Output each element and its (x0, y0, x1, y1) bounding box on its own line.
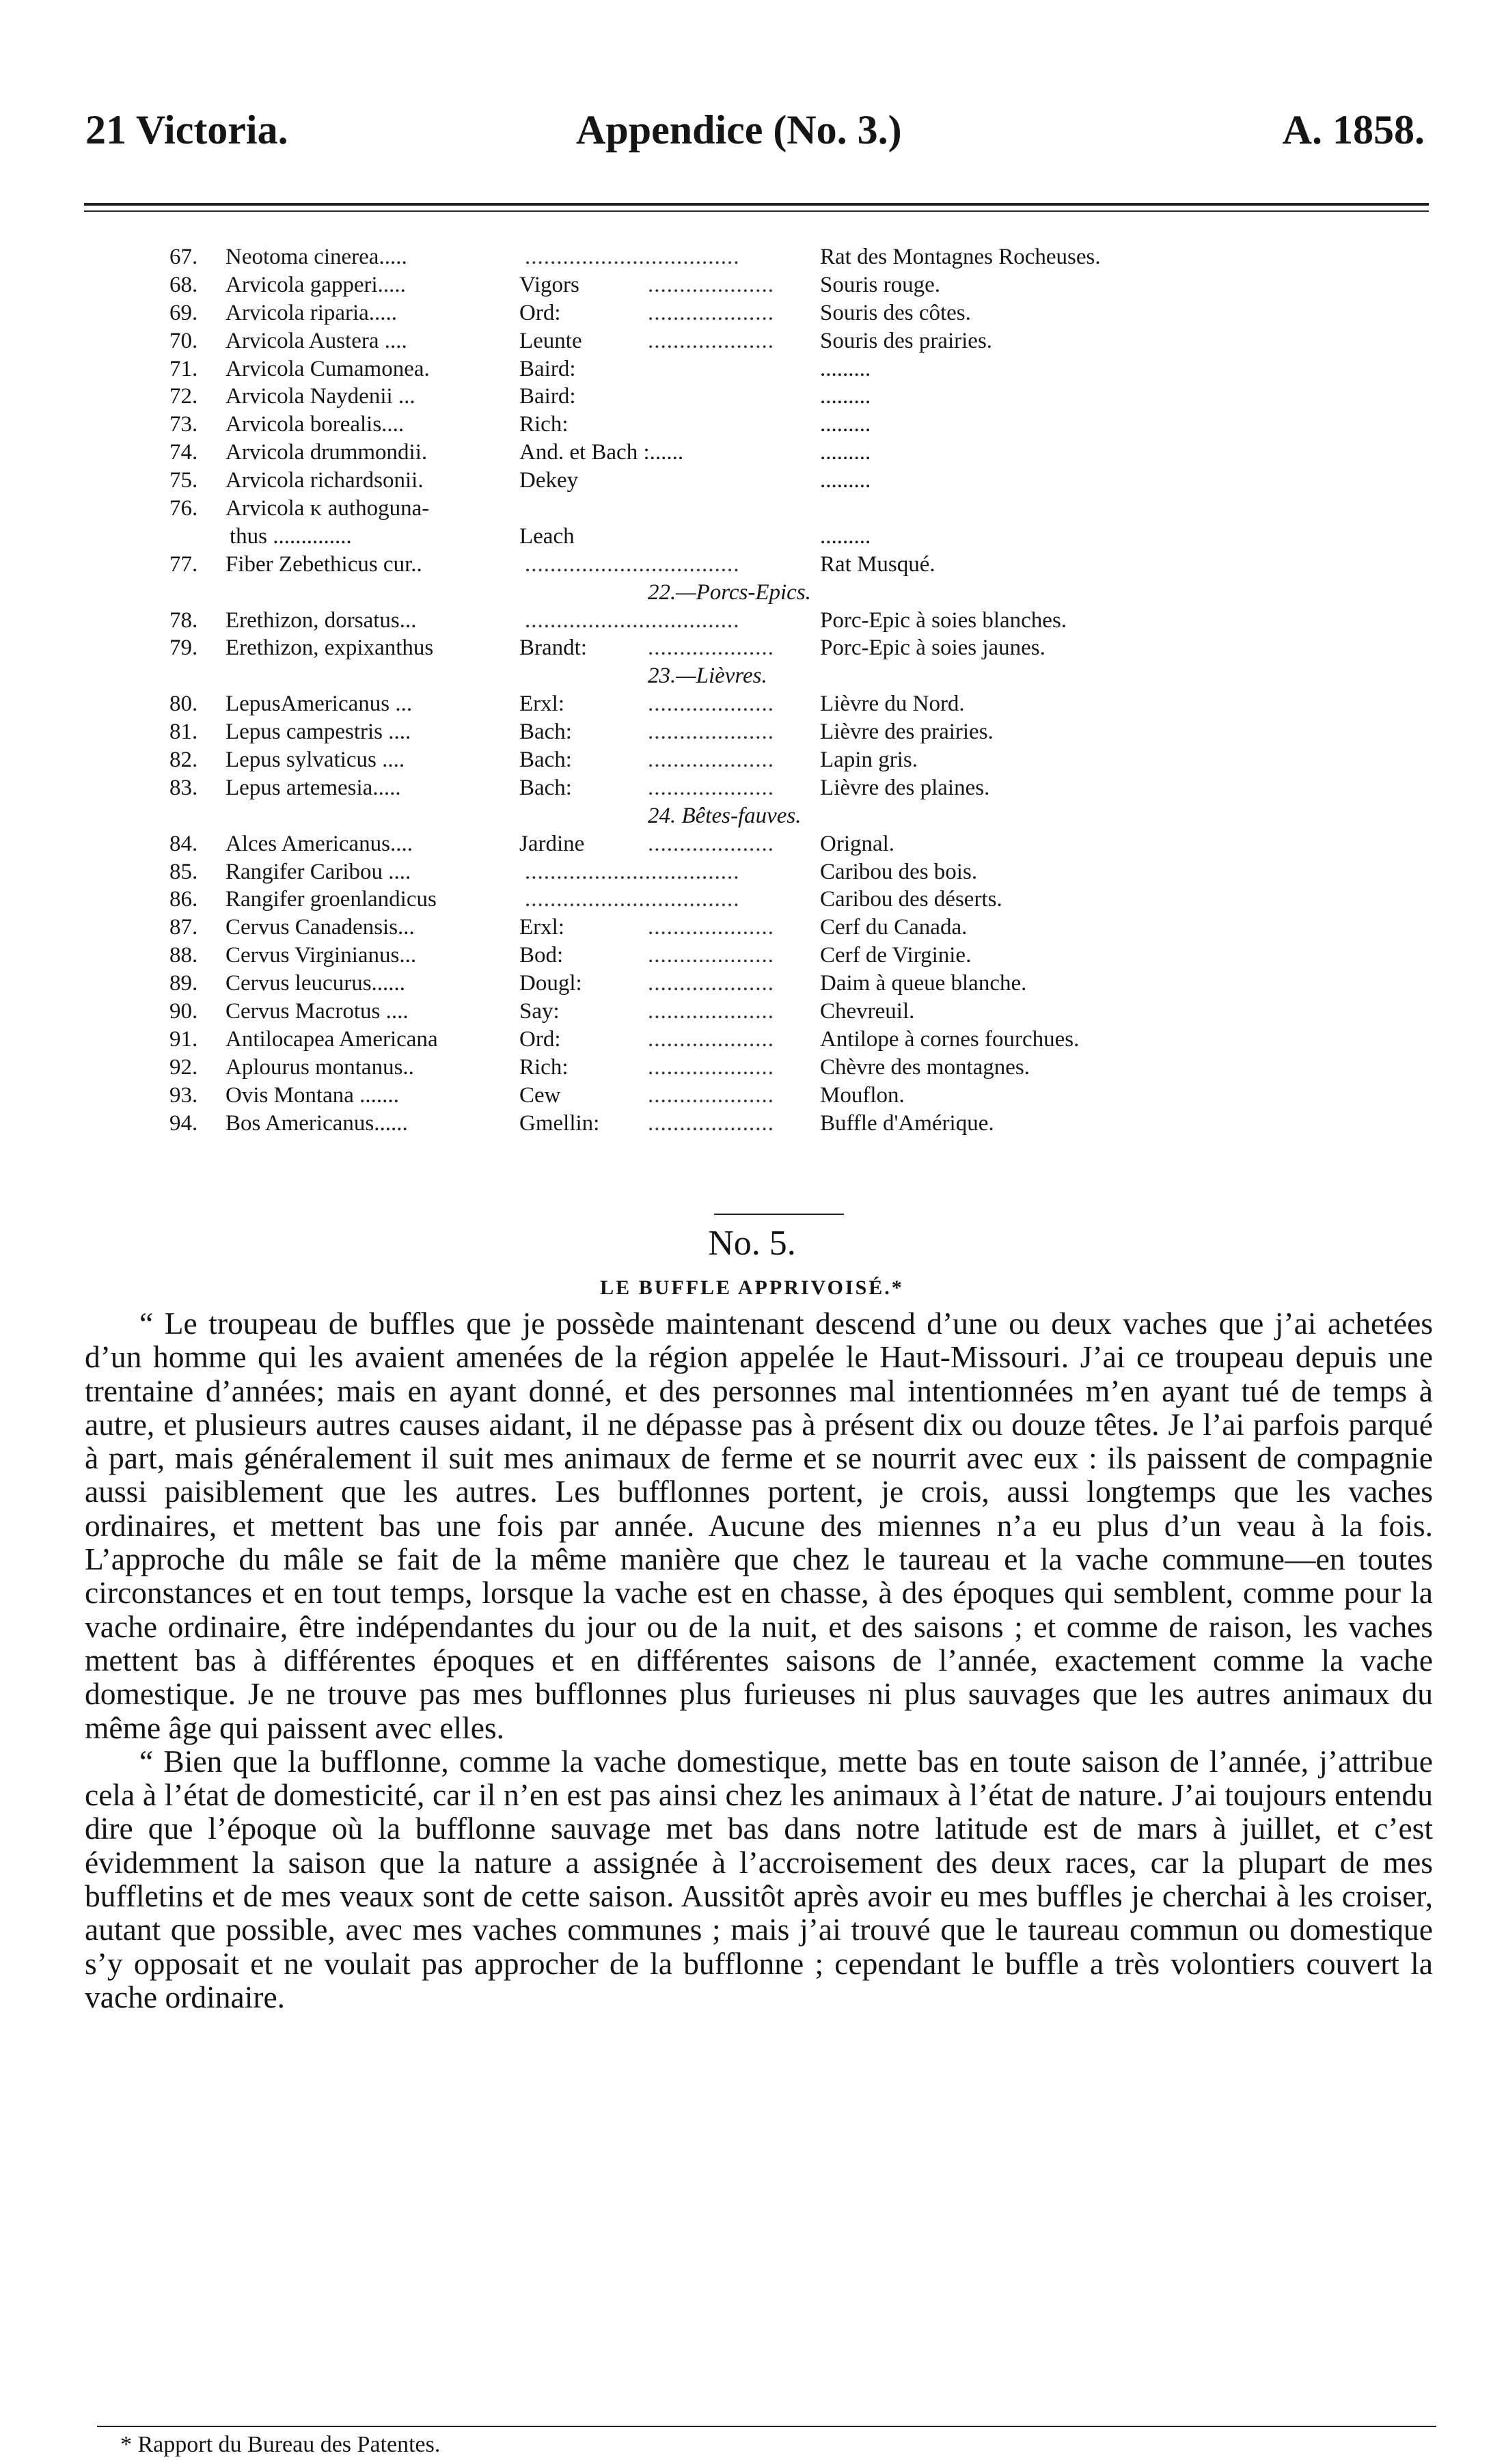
species-authority: Ord: (519, 300, 561, 325)
species-french-name: Daim à queue blanche. (820, 971, 1027, 996)
species-list (169, 243, 1263, 1138)
species-number: 76. (169, 496, 198, 521)
leader-dots: .................... (648, 775, 774, 800)
leader-dots: .................... (648, 999, 774, 1024)
leader-dots: .................... (648, 831, 774, 856)
leader-dots: .................................. (525, 551, 740, 577)
species-authority: Rich: (519, 412, 569, 437)
species-latin-name: thus .............. (230, 523, 352, 549)
species-french-name: Rat des Montagnes Rocheuses. (820, 245, 1101, 269)
species-authority: Leach (519, 523, 575, 549)
footnote: * Rapport du Bureau des Patentes. (120, 2432, 441, 2457)
species-authority: Baird: (519, 384, 576, 409)
species-row (169, 914, 1263, 942)
article-paragraph: “ Bien que la bufflonne, comme la vache domestique, mette bas en toute saison de l’année, j’attribue cela à l’état de domesticité, car il n’en est pas ainsi chez les animaux à l’état de nature. J’ai toujours entendu dire que l’époque où la bufflonne sauvage met bas dans notre latitude est de mars à juillet, et c’est évidemment la saison que la nature a assignée à l’accroisement des deux races, car la plupart de mes buffletins et de mes veaux sont de cette saison. Aussitôt après avoir eu mes buffles je cherchai à les croiser, autant que possible, avec mes vaches communes ; mais j’ai trouvé que le taureau commun ou domestique s’y opposait et ne voulait pas approcher de la bufflonne ; cependant le buffle a très volontiers couvert la vache ordinaire. (85, 1743, 1433, 2014)
species-row (169, 774, 1263, 802)
species-authority: Cew (519, 1082, 561, 1108)
species-latin-name: Cervus Macrotus .... (225, 999, 409, 1024)
species-number: 75. (169, 468, 198, 493)
species-authority: Baird: (519, 356, 576, 381)
species-french-name: Cerf du Canada. (820, 915, 968, 940)
species-french-name: Lièvre des plaines. (820, 775, 990, 800)
leader-dots: .................... (648, 1026, 774, 1052)
species-row (169, 858, 1263, 886)
species-number: 83. (169, 775, 198, 800)
species-french-name: ......... (820, 356, 871, 381)
leader-dots: .................... (648, 1054, 774, 1080)
leader-dots: .................... (648, 720, 774, 745)
species-row (169, 411, 1263, 439)
species-latin-name: Alces Americanus.... (225, 831, 413, 856)
species-number: 94. (169, 1110, 198, 1136)
species-number: 69. (169, 300, 198, 325)
header-session: 21 Victoria. (85, 107, 288, 152)
leader-dots: .................... (648, 635, 774, 661)
species-number: 81. (169, 720, 198, 745)
species-row (169, 970, 1263, 998)
species-row (169, 1110, 1263, 1138)
species-latin-name: Arvicola gapperi..... (225, 272, 406, 297)
species-latin-name: Erethizon, dorsatus... (225, 607, 417, 633)
species-french-name: Porc-Epic à soies jaunes. (820, 635, 1045, 661)
species-french-name: Lièvre des prairies. (820, 720, 994, 745)
species-french-name: Souris rouge. (820, 272, 940, 297)
species-row (169, 690, 1263, 718)
species-number: 87. (169, 915, 198, 940)
leader-dots: .................... (648, 748, 774, 773)
species-authority: Say: (519, 999, 560, 1024)
species-latin-name: Arvicola Cumamonea. (225, 356, 430, 381)
leader-dots: .................... (648, 328, 774, 353)
species-latin-name: Arvicola ᴋ authoguna- (225, 496, 430, 521)
species-authority: Bach: (519, 720, 572, 745)
species-row (169, 1082, 1263, 1110)
species-authority: Erxl: (519, 692, 564, 717)
section-heading (169, 662, 1263, 690)
species-french-name: ......... (820, 440, 871, 465)
leader-dots: .................... (648, 915, 774, 940)
species-number: 93. (169, 1082, 198, 1108)
species-authority: Dougl: (519, 971, 582, 996)
species-row (169, 998, 1263, 1026)
species-french-name: Orignal. (820, 831, 895, 856)
species-number: 77. (169, 551, 198, 577)
species-latin-name: Arvicola riparia..... (225, 300, 398, 325)
species-latin-name: Arvicola Naydenii ... (225, 384, 415, 409)
species-row (169, 355, 1263, 383)
species-latin-name: Lepus sylvaticus .... (225, 748, 405, 773)
species-row (169, 327, 1263, 355)
species-number: 80. (169, 692, 198, 717)
species-number: 68. (169, 272, 198, 297)
species-latin-name: Aplourus montanus.. (225, 1054, 414, 1080)
species-latin-name: Cervus Virginianus... (225, 943, 417, 968)
species-row (169, 467, 1263, 495)
species-number: 86. (169, 887, 198, 912)
leader-dots: .................... (648, 272, 774, 297)
species-latin-name: Bos Americanus...... (225, 1110, 408, 1136)
species-number: 92. (169, 1054, 198, 1080)
species-french-name: ......... (820, 468, 871, 493)
species-row (169, 523, 1263, 551)
footnote-rule (97, 2426, 1436, 2427)
species-french-name: Chèvre des montagnes. (820, 1054, 1030, 1080)
header-rule-thick (84, 203, 1429, 206)
leader-dots: .................... (648, 943, 774, 968)
species-row (169, 886, 1263, 914)
species-french-name: Rat Musqué. (820, 551, 935, 577)
species-french-name: Antilope à cornes fourchues. (820, 1026, 1080, 1052)
species-latin-name: Ovis Montana ....... (225, 1082, 399, 1108)
species-french-name: ......... (820, 412, 871, 437)
leader-dots: .................................. (525, 887, 740, 912)
species-number: 79. (169, 635, 198, 661)
species-row (169, 942, 1263, 970)
species-number: 85. (169, 859, 198, 884)
species-row (169, 243, 1263, 271)
species-french-name: Souris des prairies. (820, 328, 993, 353)
article-title: LE BUFFLE APPRIVOISÉ.* (600, 1276, 904, 1299)
species-row (169, 439, 1263, 467)
leader-dots: .................................. (525, 607, 740, 633)
species-french-name: ......... (820, 523, 871, 549)
species-row (169, 495, 1263, 523)
leader-dots: .................... (648, 971, 774, 996)
species-authority: Jardine (519, 831, 585, 856)
leader-dots: .................... (648, 1082, 774, 1108)
species-authority: Brandt: (519, 635, 587, 661)
section-heading (169, 579, 1263, 607)
species-number: 90. (169, 999, 198, 1024)
species-number: 70. (169, 328, 198, 353)
species-row (169, 271, 1263, 299)
leader-dots: .................................. (525, 245, 740, 269)
species-authority: Dekey (519, 468, 579, 493)
species-authority: And. et Bach :...... (519, 440, 684, 465)
species-latin-name: Rangifer groenlandicus (225, 887, 437, 912)
species-latin-name: LepusAmericanus ... (225, 692, 413, 717)
species-row (169, 830, 1263, 858)
article-rule (714, 1214, 844, 1215)
species-authority: Rich: (519, 1054, 569, 1080)
species-authority: Bod: (519, 943, 564, 968)
species-french-name: Caribou des déserts. (820, 887, 1002, 912)
species-number: 88. (169, 943, 198, 968)
species-number: 82. (169, 748, 198, 773)
species-french-name: Souris des côtes. (820, 300, 971, 325)
species-french-name: ......... (820, 384, 871, 409)
species-number: 73. (169, 412, 198, 437)
species-authority: Vigors (519, 272, 579, 297)
species-latin-name: Arvicola drummondii. (225, 440, 428, 465)
species-number: 74. (169, 440, 198, 465)
species-latin-name: Arvicola borealis.... (225, 412, 405, 437)
header-year: A. 1858. (1282, 107, 1425, 152)
species-latin-name: Arvicola richardsonii. (225, 468, 424, 493)
species-latin-name: Erethizon, expixanthus (225, 635, 434, 661)
leader-dots: .................... (648, 1110, 774, 1136)
species-latin-name: Lepus campestris .... (225, 720, 411, 745)
article-paragraph: “ Le troupeau de buffles que je possède maintenant descend d’une ou deux vaches que j’ai achetées d’un homme qui les avaient amenées de la région appelée le Haut-Missouri. J’ai ce troupeau depuis une trentaine d’années; mais en ayant donné, et des personnes mal intentionnées m’en ayant tué de temps à autre, et plusieurs autres causes aidant, il ne dépasse pas à présent dix ou douze têtes. Je l’ai parfois parqué à part, mais généralement il suit mes animaux de ferme et se nourrit avec eux : ils paissent de compagnie aussi paisiblement que les autres. Les bufflonnes portent, je crois, aussi longtemps que les vaches ordinaires, et mettent bas une fois par année. Aucune des miennes n’a eu plus d’un veau à la fois. L’approche du mâle se fait de la même manière que chez le taureau et la vache commune—en toutes circonstances et en tout temps, lorsque la vache est en chasse, à des époques qui semblent, comme pour la vache ordinaire, être indépendantes du jour ou de la nuit, et des saisons ; et comme de raison, les vaches mettent bas à différentes époques et en différentes saisons de l’année, exactement comme la vache domestique. Je ne trouve pas mes bufflonnes plus furieuses ni plus sauvages que les autres animaux du même âge qui paissent avec elles. (85, 1306, 1433, 1745)
species-latin-name: Antilocapea Americana (225, 1026, 438, 1052)
header-rule-thin (84, 210, 1429, 212)
section-heading (169, 802, 1263, 830)
species-authority: Erxl: (519, 915, 564, 940)
species-latin-name: Cervus leucurus...... (225, 971, 406, 996)
species-number: 71. (169, 356, 198, 381)
species-number: 72. (169, 384, 198, 409)
species-authority: Gmellin: (519, 1110, 600, 1136)
species-number: 78. (169, 607, 198, 633)
species-row (169, 299, 1263, 327)
species-row (169, 551, 1263, 579)
leader-dots: .................... (648, 692, 774, 717)
species-french-name: Lapin gris. (820, 748, 918, 773)
species-number: 89. (169, 971, 198, 996)
species-number: 91. (169, 1026, 198, 1052)
section-heading-text: 22.—Porcs-Epics. (648, 579, 811, 605)
species-row (169, 1054, 1263, 1082)
species-french-name: Buffle d'Amérique. (820, 1110, 994, 1136)
species-row (169, 607, 1263, 635)
species-row (169, 1026, 1263, 1054)
species-french-name: Caribou des bois. (820, 859, 978, 884)
section-heading-text: 23.—Lièvres. (648, 663, 767, 689)
species-row (169, 718, 1263, 746)
species-latin-name: Neotoma cinerea..... (225, 245, 407, 269)
species-french-name: Cerf de Virginie. (820, 943, 972, 968)
article-number: No. 5. (708, 1224, 796, 1263)
species-row (169, 634, 1263, 662)
species-latin-name: Arvicola Austera .... (225, 328, 407, 353)
species-number: 67. (169, 245, 198, 269)
page-header (85, 102, 1425, 157)
species-latin-name: Lepus artemesia..... (225, 775, 401, 800)
species-french-name: Mouflon. (820, 1082, 905, 1108)
article-body (85, 1306, 1433, 2014)
species-row (169, 383, 1263, 411)
species-number: 84. (169, 831, 198, 856)
species-authority: Bach: (519, 775, 572, 800)
species-french-name: Chevreuil. (820, 999, 915, 1024)
leader-dots: .................................. (525, 859, 740, 884)
species-authority: Ord: (519, 1026, 561, 1052)
species-authority: Bach: (519, 748, 572, 773)
leader-dots: .................... (648, 300, 774, 325)
header-appendix: Appendice (No. 3.) (576, 107, 902, 152)
species-french-name: Lièvre du Nord. (820, 692, 965, 717)
section-heading-text: 24. Bêtes-fauves. (648, 803, 802, 828)
species-row (169, 746, 1263, 774)
species-french-name: Porc-Epic à soies blanches. (820, 607, 1067, 633)
species-latin-name: Fiber Zebethicus cur.. (225, 551, 422, 577)
species-latin-name: Rangifer Caribou .... (225, 859, 411, 884)
species-authority: Leunte (519, 328, 582, 353)
species-latin-name: Cervus Canadensis... (225, 915, 415, 940)
